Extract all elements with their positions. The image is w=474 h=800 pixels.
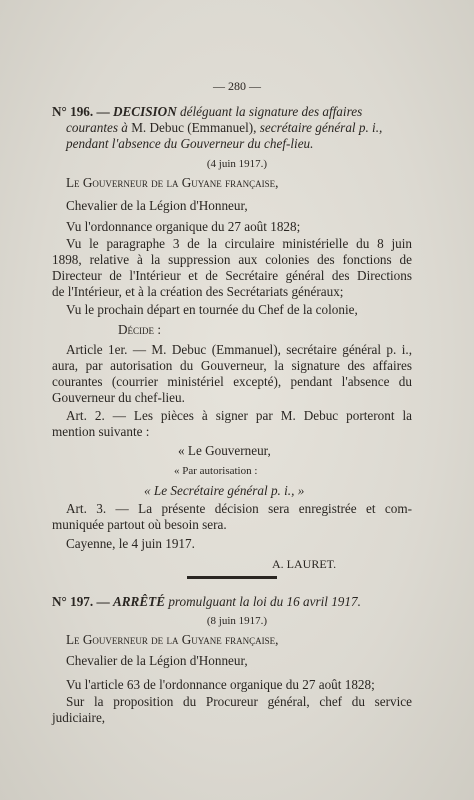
decision-196-vu-2-line: Directeur de l'Intérieur et de Secrétaire général des Directions [52,268,412,283]
decision-196-signature: A. LAURET. [272,557,337,571]
arrete-197-vu-2-line: Sur la proposition du Procureur général, chef du service [66,694,412,709]
decision-196-article-3-line: muniquée partout où besoin sera. [52,517,227,532]
arrete-197-title: ARRÊTÉ [112,594,166,609]
decision-196-vu-1: Vu l'ordonnance organique du 27 août 1828; [66,219,301,234]
section-divider [187,576,277,579]
decision-196-article-2-line: Art. 2. — Les pièces à signer par M. Debuc porteront la [66,408,412,423]
mention-gouverneur: « Le Gouverneur, [178,443,271,458]
arrete-197-vu-1: Vu l'article 63 de l'ordonnance organique du 27 août 1828; [66,677,375,692]
decision-196-heading [52,104,362,120]
arrete-197-chevalier: Chevalier de la Légion d'Honneur, [66,653,248,668]
decision-196-subject: déléguant la signature des affaires [180,104,363,119]
decision-196-article-1-line: Gouverneur du chef-lieu. [52,390,185,405]
decision-196-place-date: Cayenne, le 4 juin 1917. [66,536,195,551]
decision-196-article-1-line: aura, par autorisation du Gouverneur, la signature des affaires [52,358,412,373]
decision-196-article-1-line: Article 1er. — M. Debuc (Emmanuel), secrétaire général p. i., [66,342,412,357]
mention-secretaire: « Le Secrétaire général p. i., » [144,483,305,498]
decision-196-article-2-line: mention suivante : [52,424,150,439]
mention-autorisation: « Par autorisation : [174,465,258,477]
decision-196-vu-2-line: Vu le paragraphe 3 de la circulaire ministérielle du 8 juin [66,236,412,251]
decision-196-gouverneur: Le Gouverneur de la Guyane française, [66,175,279,190]
page-number: — 280 — [213,79,261,93]
arrete-197-gouverneur: Le Gouverneur de la Guyane française, [66,632,279,647]
arrete-197-date: (8 juin 1917.) [206,615,268,627]
arrete-197-heading [52,594,361,610]
decision-196-vu-2-line: de l'Intérieur, et à la création des Secrétariats généraux; [52,284,344,299]
arrete-197-subject: promulguant la loi du 16 avril 1917. [168,594,361,609]
decision-196-vu-3: Vu le prochain départ en tournée du Chef de la colonie, [66,302,358,317]
arrete-197-number: N° 197. — [52,594,110,609]
decision-196-vu-2-line: 1898, relative à la suppression aux colonies des fonctions de [52,252,412,267]
decision-196-heading-line2: courantes à M. Debuc (Emmanuel), secrétaire général p. i., [66,120,383,135]
arrete-197-vu-2-line: judiciaire, [52,710,106,725]
decision-196-date: (4 juin 1917.) [206,158,268,170]
decision-196-chevalier: Chevalier de la Légion d'Honneur, [66,198,248,213]
decision-196-decide: Décide : [118,322,161,337]
decision-196-heading-line3: pendant l'absence du Gouverneur du chef-lieu. [66,136,314,151]
decision-196-title: DECISION [112,104,177,119]
decision-196-article-3-line: Art. 3. — La présente décision sera enregistrée et com- [66,501,412,516]
decision-196-number: N° 196. — [52,104,110,119]
decision-196-article-1-line: courantes (courrier ministériel excepté), pendant l'absence du [52,374,412,389]
